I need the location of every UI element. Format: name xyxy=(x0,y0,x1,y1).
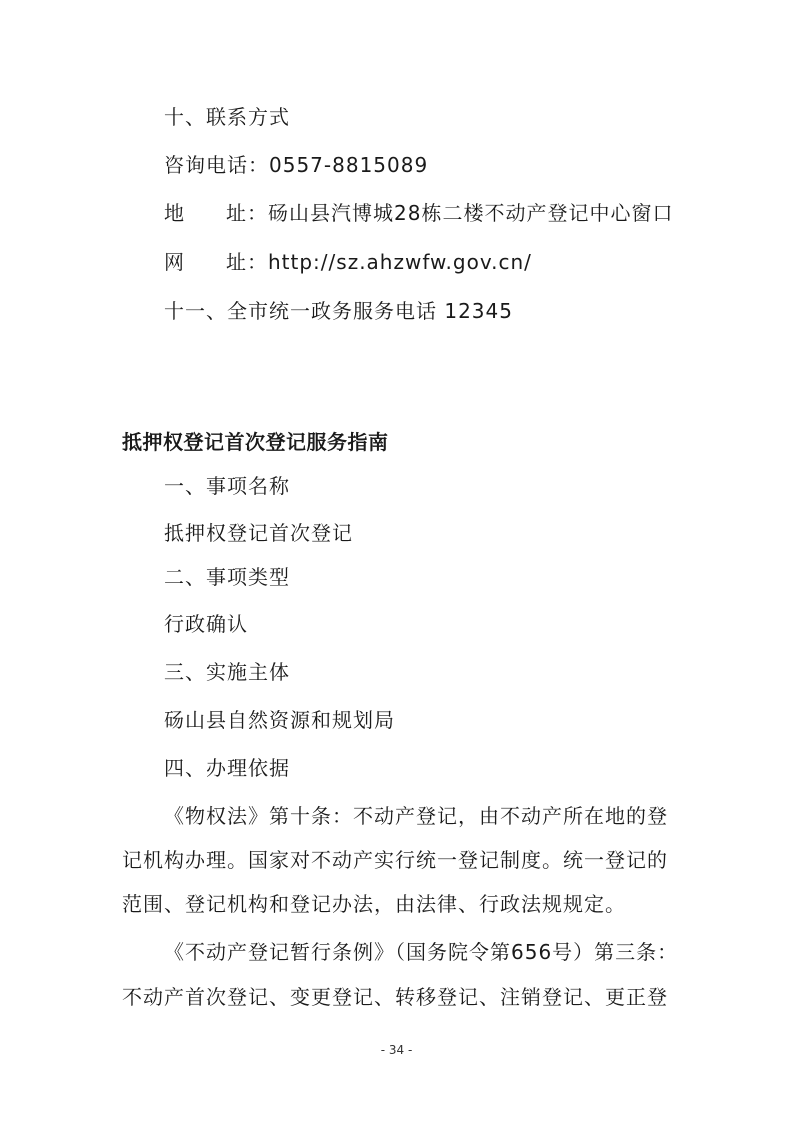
contact-section-title: 十、联系方式 xyxy=(164,105,290,129)
item4-title: 四、办理依据 xyxy=(164,756,290,780)
basis-paragraph-1-line-3: 范围、登记机构和登记办法，由法律、行政法规规定。 xyxy=(122,892,626,916)
guide-title: 抵押权登记首次登记服务指南 xyxy=(122,430,389,454)
address-value: 砀山县汽博城28栋二楼不动产登记中心窗口 xyxy=(268,201,674,225)
page-number: - 34 - xyxy=(380,1043,413,1057)
item2-content: 行政确认 xyxy=(164,612,248,636)
basis-paragraph-1-line-1: 《物权法》第十条：不动产登记，由不动产所在地的登 xyxy=(164,804,668,828)
item1-content: 抵押权登记首次登记 xyxy=(164,521,353,545)
phone-label: 咨询电话： xyxy=(164,153,269,177)
address-label-rest: 址： xyxy=(226,201,268,225)
item3-content: 砀山县自然资源和规划局 xyxy=(164,708,395,732)
website-line xyxy=(164,248,532,276)
website-label-rest: 址： xyxy=(226,250,268,274)
website-label-first-char: 网 xyxy=(164,250,185,274)
address-label-first-char: 地 xyxy=(164,201,185,225)
basis-paragraph-1-line-2: 记机构办理。国家对不动产实行统一登记制度。统一登记的 xyxy=(122,848,668,872)
hotline-line: 十一、全市统一政务服务电话 12345 xyxy=(164,299,513,323)
phone-line xyxy=(164,151,428,179)
basis-paragraph-2-line-1: 《不动产登记暂行条例》（国务院令第656号）第三条： xyxy=(164,940,679,964)
item1-title: 一、事项名称 xyxy=(164,474,290,498)
basis-paragraph-2-line-2: 不动产首次登记、变更登记、转移登记、注销登记、更正登 xyxy=(122,985,668,1009)
item2-title: 二、事项类型 xyxy=(164,565,290,589)
phone-value: 0557-8815089 xyxy=(269,153,429,177)
address-line xyxy=(164,199,673,227)
item3-title: 三、实施主体 xyxy=(164,660,290,684)
website-value: http://sz.ahzwfw.gov.cn/ xyxy=(268,250,532,274)
